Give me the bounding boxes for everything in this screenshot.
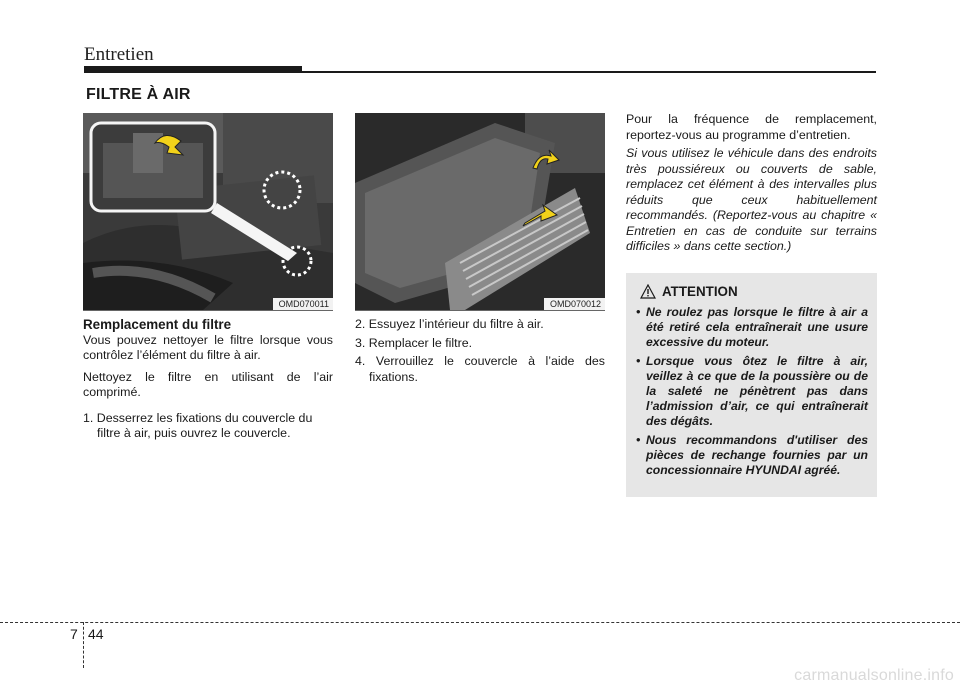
- right-text-column: [626, 112, 877, 255]
- photo-air-filter-clamps: [83, 113, 333, 310]
- attention-item-text: Nous recommandons d'utiliser des pièces de rechange fournies par un concessionnaire HYUNDAI agréé.: [646, 432, 868, 478]
- subheading: Remplacement du filtre: [83, 317, 232, 332]
- paragraph: Vous pouvez nettoyer le filtre lorsque vous contrôlez l’élément du filtre à air.: [83, 332, 333, 362]
- bullet: •: [636, 432, 641, 447]
- header-rule-thick: [84, 66, 302, 73]
- step-item: 1. Desserrez les fixations du couvercle du filtre à air, puis ouvrez le couvercle.: [83, 410, 313, 440]
- attention-item: [636, 433, 868, 479]
- left-text-column: [83, 317, 333, 442]
- figure-code: OMD070012: [544, 298, 605, 310]
- attention-list: [636, 305, 868, 481]
- footer-rule: [0, 622, 960, 623]
- page-chapter: 7: [70, 626, 78, 642]
- figure-rule: [83, 310, 333, 311]
- photo-air-filter-element: [355, 113, 605, 310]
- chapter-title: Entretien: [84, 44, 154, 65]
- paragraph-italic: Si vous utilisez le véhicule dans des endroits très poussiéreux ou couverts de sable, remplacez cet élément à des intervalles plus réduits que ceux habituellement recommandés. (Reportez-vous au chapitre « Entretien en cas de conduite sur terrains difficiles » dans cette section.): [626, 146, 877, 253]
- attention-title: ATTENTION: [662, 284, 738, 299]
- bullet: •: [636, 353, 641, 368]
- attention-item: [636, 354, 868, 430]
- figure-code: OMD070011: [273, 298, 333, 310]
- photo-air-filter-clamps-illustration: [83, 113, 333, 310]
- page-number: 44: [88, 626, 104, 642]
- step-item: 3. Remplacer le filtre.: [355, 335, 473, 350]
- attention-item-text: Lorsque vous ôtez le filtre à air, veillez à ce que de la poussière ou de la saleté ne pénètrent pas dans l’admission d’air, ce qui entraînerait des dégâts.: [646, 353, 868, 429]
- figure-rule: [355, 310, 605, 311]
- paragraph: Pour la fréquence de remplacement, reportez-vous au programme d’entretien.: [626, 112, 877, 142]
- header-rule-thin: [302, 71, 876, 73]
- footer-divider: [83, 622, 84, 668]
- middle-text-column: [355, 317, 605, 385]
- step-item: 2. Essuyez l’intérieur du filtre à air.: [355, 317, 544, 331]
- section-title: FILTRE À AIR: [86, 86, 191, 103]
- step-item: 4. Verrouillez le couvercle à l’aide des fixations.: [355, 354, 605, 384]
- paragraph: Nettoyez le filtre en utilisant de l’air comprimé.: [83, 369, 333, 399]
- bullet: •: [636, 305, 641, 319]
- attention-item-text: Ne roulez pas lorsque le filtre à air a été retiré cela entraînerait une usure excessive du moteur.: [646, 305, 868, 350]
- attention-item: [636, 305, 868, 351]
- photo-air-filter-element-illustration: [355, 113, 605, 310]
- warning-triangle-icon: [640, 284, 656, 299]
- watermark: carmanualsonline.info: [794, 667, 954, 684]
- attention-box: [626, 273, 877, 497]
